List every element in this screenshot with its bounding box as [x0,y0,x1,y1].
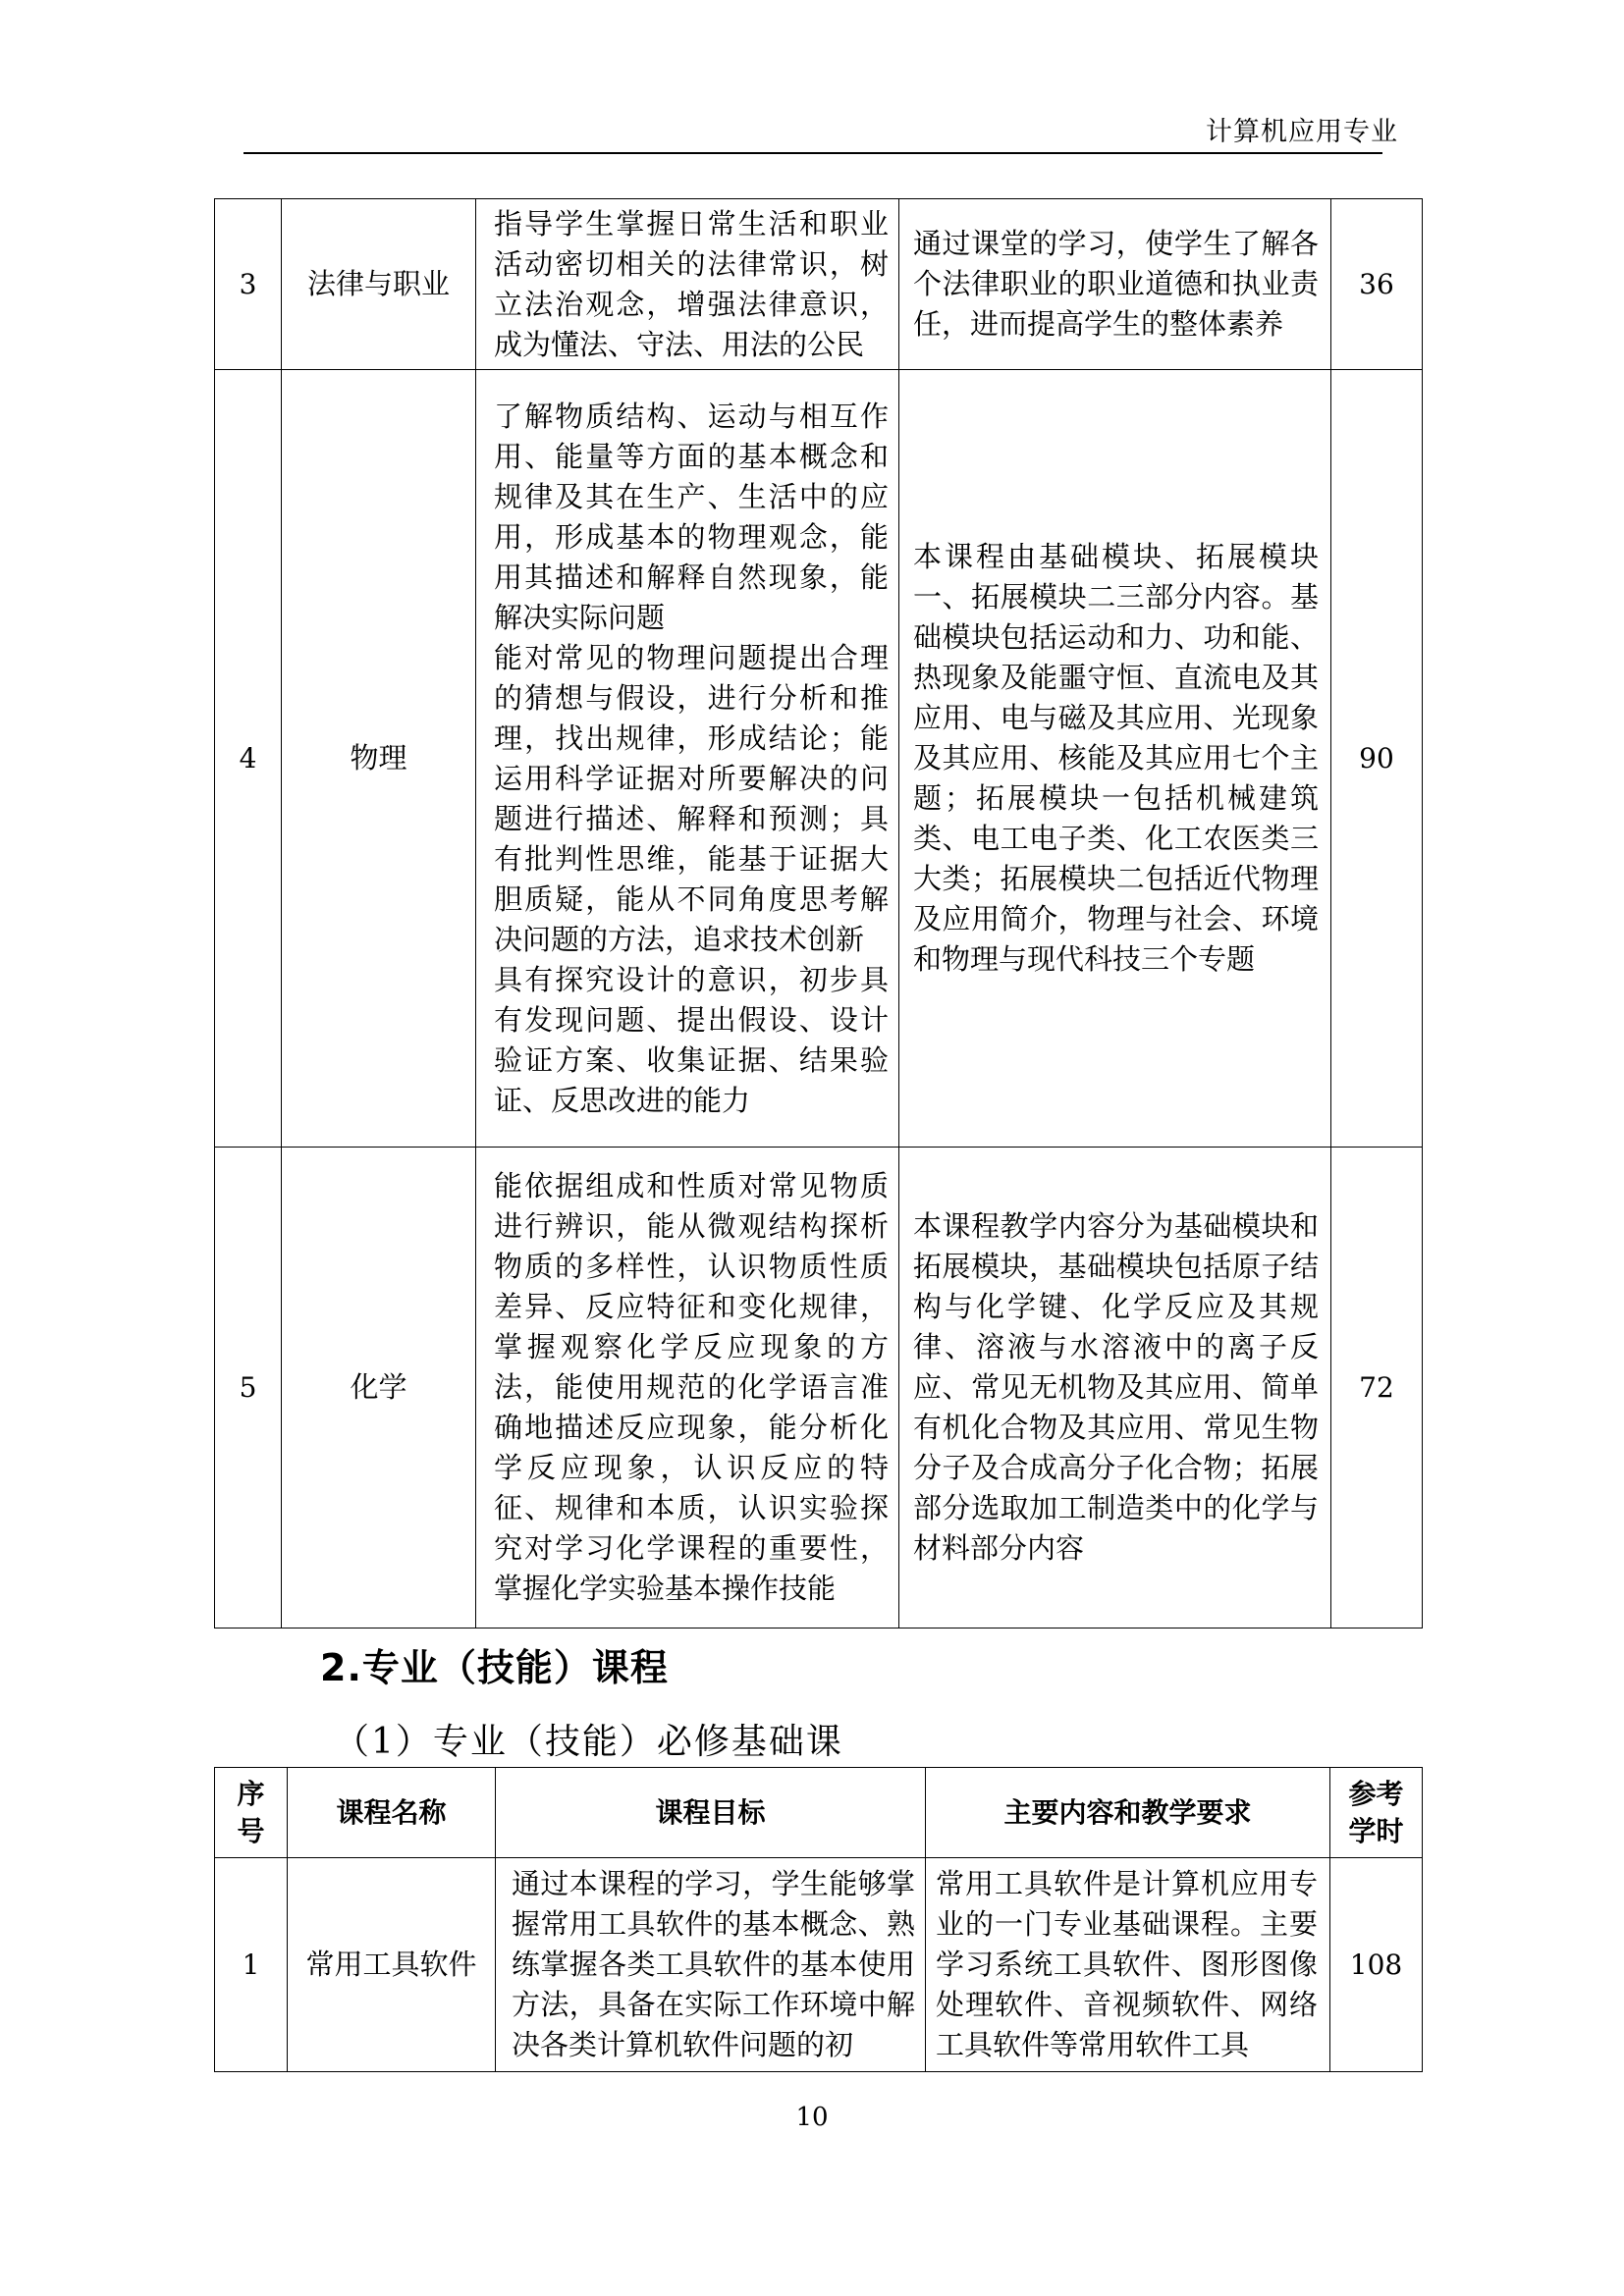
course-content: 通过课堂的学习，使学生了解各个法律职业的职业道德和执业责任，进而提高学生的整体素养 [899,199,1331,370]
row-number: 4 [215,370,282,1148]
course-hours: 108 [1330,1858,1423,2072]
header-course-goal: 课程目标 [496,1768,926,1858]
header-number: 序号 [215,1768,288,1858]
goal-paragraph: 具有探究设计的意识，初步具有发现问题、提出假设、设计验证方案、收集证据、结果验证、反思改进的能力 [494,962,889,1117]
professional-foundation-courses-table [214,1767,1423,2072]
course-name: 物理 [282,370,476,1148]
header-divider [244,152,1382,154]
running-header: 计算机应用专业 [1206,117,1398,147]
course-hours: 90 [1331,370,1423,1148]
course-goal: 通过本课程的学习，学生能够掌握常用工具软件的基本概念、熟练掌握各类工具软件的基本使用方法，具备在实际工作环境中解决各类计算机软件问题的初 [496,1858,926,2072]
goal-paragraph: 能依据组成和性质对常见物质进行辨识，能从微观结构探析物质的多样性，认识物质性质差异、反应特征和变化规律，掌握观察化学反应现象的方法，能使用规范的化学语言准确地描述反应现象，能分析化学反应现象，认识反应的特征、规律和本质，认识实验探究对学习化学课程的重要性，掌握化学实验基本操作技能 [494,1169,889,1605]
course-name: 常用工具软件 [288,1858,496,2072]
table-row [215,199,1423,370]
header-course-name: 课程名称 [288,1768,496,1858]
course-content: 常用工具软件是计算机应用专业的一门专业基础课程。主要学习系统工具软件、图形图像处理软件、音视频软件、网络工具软件等常用软件工具 [926,1858,1330,2072]
course-goal [476,370,899,1148]
goal-paragraph: 能对常见的物理问题提出合理的猜想与假设，进行分析和推理，找出规律，形成结论；能运用科学证据对所要解决的问题进行描述、解释和预测；具有批判性思维，能基于证据大胆质疑，能从不同角度思考解决问题的方法，追求技术创新 [494,640,889,956]
row-number: 3 [215,199,282,370]
header-hours: 参考学时 [1330,1768,1423,1858]
public-courses-table-continued [214,198,1423,1629]
course-name: 法律与职业 [282,199,476,370]
course-goal [476,1148,899,1629]
goal-paragraph: 了解物质结构、运动与相互作用、能量等方面的基本概念和规律及其在生产、生活中的应用，形成基本的物理观念，能用其描述和解释自然现象，能解决实际问题 [494,399,889,634]
course-content: 本课程由基础模块、拓展模块一、拓展模块二三部分内容。基础模块包括运动和力、功和能、热现象及能噩守恒、直流电及其应用、电与磁及其应用、光现象及其应用、核能及其应用七个主题；拓展模块一包括机械建筑类、电工电子类、化工农医类三大类；拓展模块二包括近代物理及应用简介，物理与社会、环境和物理与现代科技三个专题 [899,370,1331,1148]
subsection-title: （1）专业（技能）必修基础课 [334,1722,843,1762]
section-title: 2.专业（技能）课程 [320,1646,669,1689]
header-course-content: 主要内容和教学要求 [926,1768,1330,1858]
table-row [215,1858,1423,2072]
course-name: 化学 [282,1148,476,1629]
table-row [215,370,1423,1148]
row-number: 1 [215,1858,288,2072]
page-number: 10 [795,2103,829,2132]
course-content: 本课程教学内容分为基础模块和拓展模块，基础模块包括原子结构与化学键、化学反应及其规律、溶液与水溶液中的离子反应、常见无机物及其应用、简单有机化合物及其应用、常见生物分子及合成高分子化合物；拓展部分选取加工制造类中的化学与材料部分内容 [899,1148,1331,1629]
row-number: 5 [215,1148,282,1629]
course-goal [476,199,899,370]
goal-paragraph: 指导学生掌握日常生活和职业活动密切相关的法律常识，树立法治观念，增强法律意识，成为懂法、守法、用法的公民 [494,206,889,361]
table-row [215,1148,1423,1629]
table-header-row [215,1768,1423,1858]
course-hours: 36 [1331,199,1423,370]
course-hours: 72 [1331,1148,1423,1629]
